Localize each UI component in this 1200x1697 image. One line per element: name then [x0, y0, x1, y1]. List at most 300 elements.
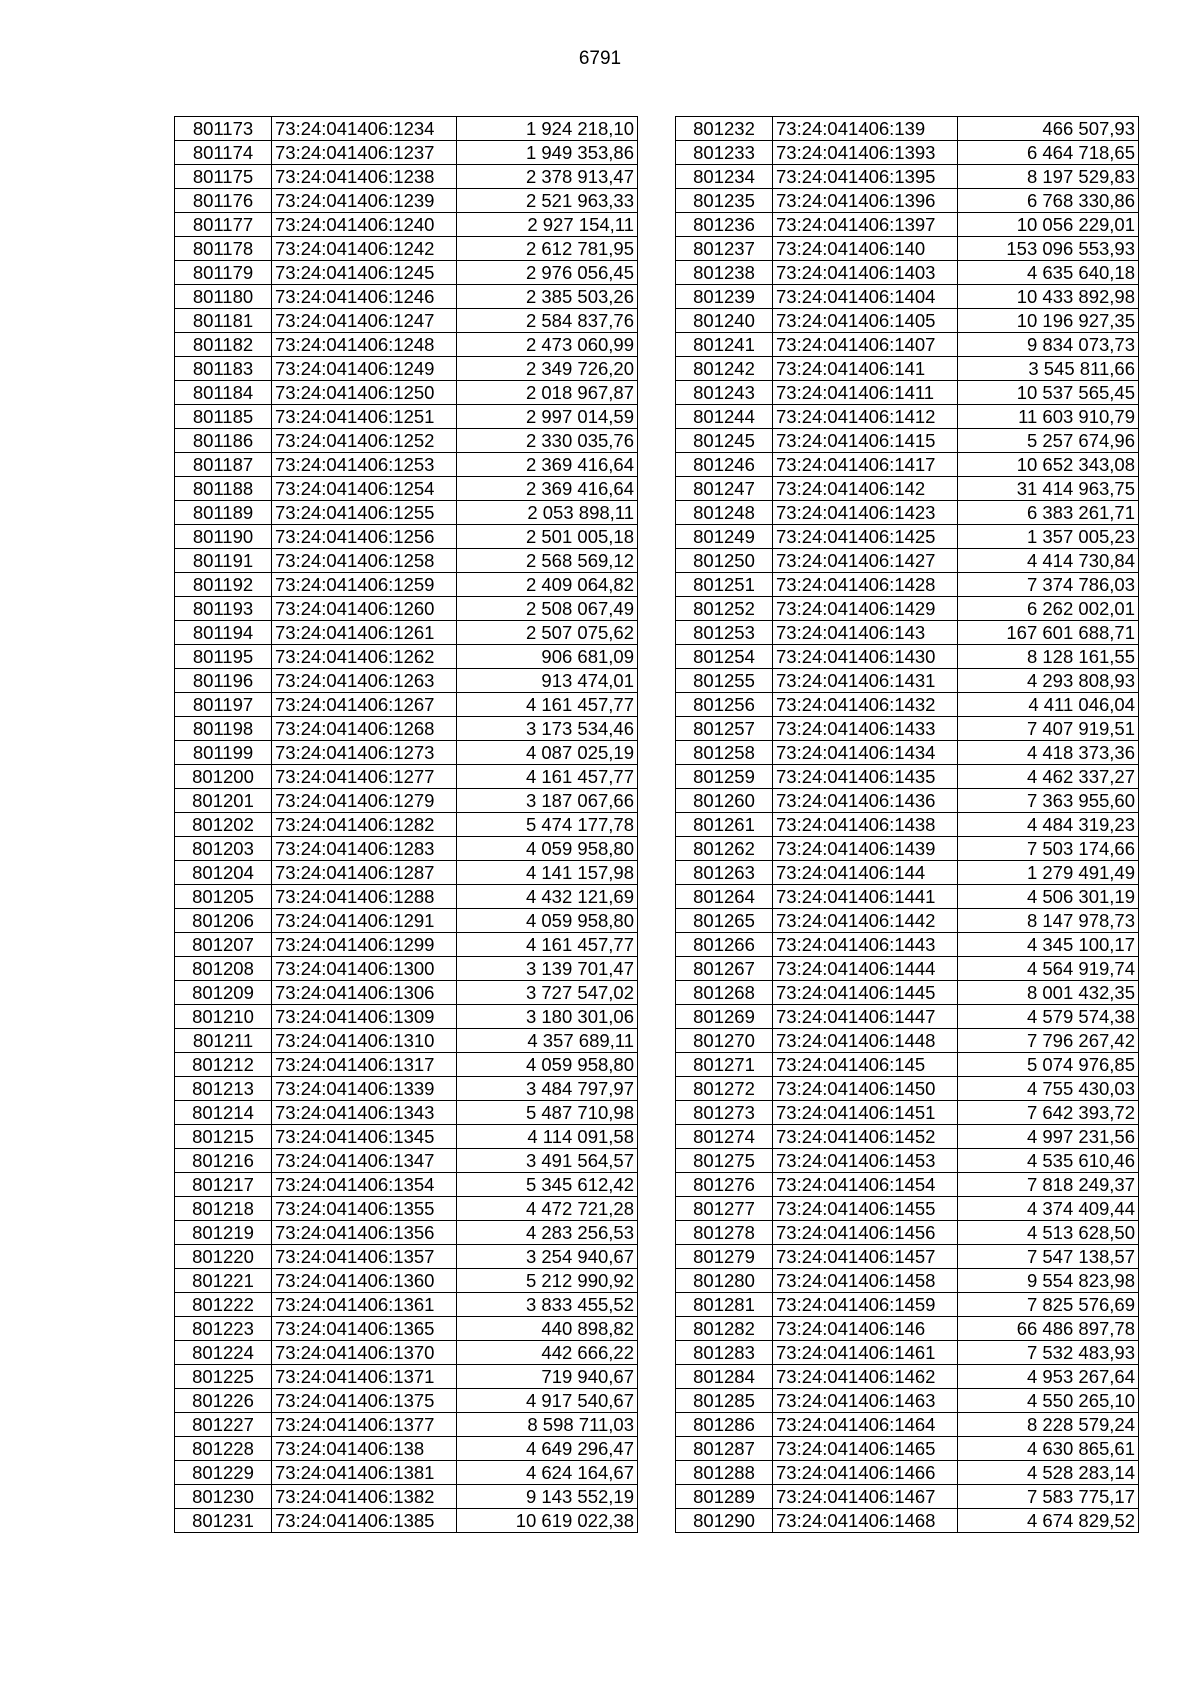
cadastral-number-cell: 73:24:041406:1237	[272, 141, 457, 165]
value-cell: 10 537 565,45	[958, 381, 1139, 405]
table-row	[175, 717, 638, 741]
table-row	[676, 261, 1139, 285]
value-cell: 440 898,82	[457, 1317, 638, 1341]
value-cell: 4 755 430,03	[958, 1077, 1139, 1101]
cadastral-number-cell: 73:24:041406:1432	[773, 693, 958, 717]
table-row	[175, 837, 638, 861]
row-number-cell: 801241	[676, 333, 773, 357]
table-row	[676, 669, 1139, 693]
value-cell: 2 927 154,11	[457, 213, 638, 237]
cadastral-number-cell: 73:24:041406:1445	[773, 981, 958, 1005]
table-row	[175, 1101, 638, 1125]
row-number-cell: 801173	[175, 117, 272, 141]
table-row	[676, 813, 1139, 837]
row-number-cell: 801271	[676, 1053, 773, 1077]
row-number-cell: 801227	[175, 1413, 272, 1437]
row-number-cell: 801237	[676, 237, 773, 261]
cadastral-number-cell: 73:24:041406:1259	[272, 573, 457, 597]
value-cell: 2 508 067,49	[457, 597, 638, 621]
row-number-cell: 801197	[175, 693, 272, 717]
value-cell: 2 507 075,62	[457, 621, 638, 645]
row-number-cell: 801214	[175, 1101, 272, 1125]
value-cell: 4 059 958,80	[457, 1053, 638, 1077]
table-row	[175, 1077, 638, 1101]
cadastral-number-cell: 73:24:041406:1397	[773, 213, 958, 237]
row-number-cell: 801252	[676, 597, 773, 621]
value-cell: 8 128 161,55	[958, 645, 1139, 669]
row-number-cell: 801223	[175, 1317, 272, 1341]
value-cell: 7 363 955,60	[958, 789, 1139, 813]
row-number-cell: 801246	[676, 453, 773, 477]
row-number-cell: 801226	[175, 1389, 272, 1413]
value-cell: 3 491 564,57	[457, 1149, 638, 1173]
table-row	[676, 1197, 1139, 1221]
cadastral-number-cell: 73:24:041406:1261	[272, 621, 457, 645]
row-number-cell: 801287	[676, 1437, 773, 1461]
cadastral-number-cell: 73:24:041406:1429	[773, 597, 958, 621]
value-cell: 7 503 174,66	[958, 837, 1139, 861]
row-number-cell: 801283	[676, 1341, 773, 1365]
table-row	[676, 501, 1139, 525]
value-cell: 4 550 265,10	[958, 1389, 1139, 1413]
cadastral-number-cell: 73:24:041406:1415	[773, 429, 958, 453]
row-number-cell: 801243	[676, 381, 773, 405]
value-cell: 2 018 967,87	[457, 381, 638, 405]
value-cell: 4 161 457,77	[457, 693, 638, 717]
table-row	[175, 597, 638, 621]
table-row	[175, 1149, 638, 1173]
cadastral-number-cell: 73:24:041406:1435	[773, 765, 958, 789]
table-row	[676, 957, 1139, 981]
table-row	[676, 933, 1139, 957]
cadastral-number-cell: 73:24:041406:1300	[272, 957, 457, 981]
cadastral-number-cell: 73:24:041406:1277	[272, 765, 457, 789]
cadastral-number-cell: 73:24:041406:1299	[272, 933, 457, 957]
value-cell: 4 161 457,77	[457, 765, 638, 789]
row-number-cell: 801278	[676, 1221, 773, 1245]
row-number-cell: 801256	[676, 693, 773, 717]
value-cell: 719 940,67	[457, 1365, 638, 1389]
cadastral-number-cell: 73:24:041406:1393	[773, 141, 958, 165]
row-number-cell: 801194	[175, 621, 272, 645]
row-number-cell: 801240	[676, 309, 773, 333]
row-number-cell: 801185	[175, 405, 272, 429]
table-row	[175, 381, 638, 405]
row-number-cell: 801265	[676, 909, 773, 933]
value-cell: 8 598 711,03	[457, 1413, 638, 1437]
value-cell: 4 293 808,93	[958, 669, 1139, 693]
table-row	[175, 501, 638, 525]
row-number-cell: 801268	[676, 981, 773, 1005]
row-number-cell: 801234	[676, 165, 773, 189]
cadastral-number-cell: 73:24:041406:1443	[773, 933, 958, 957]
value-cell: 31 414 963,75	[958, 477, 1139, 501]
table-row	[175, 1053, 638, 1077]
cadastral-number-cell: 73:24:041406:1365	[272, 1317, 457, 1341]
row-number-cell: 801249	[676, 525, 773, 549]
table-row	[676, 645, 1139, 669]
page-number: 6791	[578, 48, 622, 69]
value-cell: 2 568 569,12	[457, 549, 638, 573]
cadastral-number-cell: 73:24:041406:1371	[272, 1365, 457, 1389]
cadastral-number-cell: 73:24:041406:1382	[272, 1485, 457, 1509]
value-cell: 4 059 958,80	[457, 837, 638, 861]
row-number-cell: 801219	[175, 1221, 272, 1245]
table-row	[175, 693, 638, 717]
row-number-cell: 801230	[175, 1485, 272, 1509]
cadastral-number-cell: 73:24:041406:1459	[773, 1293, 958, 1317]
row-number-cell: 801288	[676, 1461, 773, 1485]
value-cell: 5 487 710,98	[457, 1101, 638, 1125]
value-cell: 4 345 100,17	[958, 933, 1139, 957]
table-row	[676, 1101, 1139, 1125]
value-cell: 9 554 823,98	[958, 1269, 1139, 1293]
row-number-cell: 801206	[175, 909, 272, 933]
cadastral-number-cell: 73:24:041406:1417	[773, 453, 958, 477]
cadastral-number-cell: 73:24:041406:1239	[272, 189, 457, 213]
row-number-cell: 801235	[676, 189, 773, 213]
row-number-cell: 801215	[175, 1125, 272, 1149]
cadastral-number-cell: 73:24:041406:1287	[272, 861, 457, 885]
row-number-cell: 801205	[175, 885, 272, 909]
value-cell: 5 074 976,85	[958, 1053, 1139, 1077]
cadastral-number-cell: 73:24:041406:1385	[272, 1509, 457, 1533]
table-row	[175, 1509, 638, 1533]
table-row	[676, 1509, 1139, 1533]
row-number-cell: 801264	[676, 885, 773, 909]
row-number-cell: 801232	[676, 117, 773, 141]
cadastral-number-cell: 73:24:041406:139	[773, 117, 958, 141]
row-number-cell: 801275	[676, 1149, 773, 1173]
table-row	[676, 1485, 1139, 1509]
row-number-cell: 801217	[175, 1173, 272, 1197]
row-number-cell: 801273	[676, 1101, 773, 1125]
value-cell: 4 411 046,04	[958, 693, 1139, 717]
row-number-cell: 801267	[676, 957, 773, 981]
value-cell: 3 254 940,67	[457, 1245, 638, 1269]
cadastral-number-cell: 73:24:041406:1375	[272, 1389, 457, 1413]
row-number-cell: 801280	[676, 1269, 773, 1293]
cadastral-number-cell: 73:24:041406:1434	[773, 741, 958, 765]
table-row	[676, 381, 1139, 405]
cadastral-number-cell: 73:24:041406:1234	[272, 117, 457, 141]
value-cell: 8 147 978,73	[958, 909, 1139, 933]
cadastral-number-cell: 73:24:041406:1441	[773, 885, 958, 909]
table-row	[175, 141, 638, 165]
value-cell: 1 924 218,10	[457, 117, 638, 141]
table-row	[175, 645, 638, 669]
cadastral-number-cell: 73:24:041406:138	[272, 1437, 457, 1461]
value-cell: 4 997 231,56	[958, 1125, 1139, 1149]
cadastral-number-cell: 73:24:041406:1262	[272, 645, 457, 669]
cadastral-number-cell: 73:24:041406:1425	[773, 525, 958, 549]
row-number-cell: 801282	[676, 1317, 773, 1341]
row-number-cell: 801209	[175, 981, 272, 1005]
cadastral-number-cell: 73:24:041406:1255	[272, 501, 457, 525]
cadastral-number-cell: 73:24:041406:1447	[773, 1005, 958, 1029]
table-row	[676, 693, 1139, 717]
cadastral-number-cell: 73:24:041406:1357	[272, 1245, 457, 1269]
value-cell: 4 141 157,98	[457, 861, 638, 885]
value-cell: 2 053 898,11	[457, 501, 638, 525]
table-row	[175, 1485, 638, 1509]
table-row	[175, 261, 638, 285]
cadastral-number-cell: 73:24:041406:1377	[272, 1413, 457, 1437]
value-cell: 3 139 701,47	[457, 957, 638, 981]
table-row	[175, 813, 638, 837]
table-row	[175, 237, 638, 261]
cadastral-number-cell: 73:24:041406:1343	[272, 1101, 457, 1125]
cadastral-number-cell: 73:24:041406:1345	[272, 1125, 457, 1149]
table-row	[175, 933, 638, 957]
value-cell: 2 612 781,95	[457, 237, 638, 261]
table-row	[676, 885, 1139, 909]
cadastral-number-cell: 73:24:041406:1310	[272, 1029, 457, 1053]
value-cell: 7 818 249,37	[958, 1173, 1139, 1197]
value-cell: 5 257 674,96	[958, 429, 1139, 453]
table-row	[676, 453, 1139, 477]
table-row	[175, 189, 638, 213]
cadastral-number-cell: 73:24:041406:1360	[272, 1269, 457, 1293]
table-row	[175, 669, 638, 693]
row-number-cell: 801281	[676, 1293, 773, 1317]
table-row	[676, 405, 1139, 429]
table-row	[676, 1029, 1139, 1053]
value-cell: 4 414 730,84	[958, 549, 1139, 573]
row-number-cell: 801191	[175, 549, 272, 573]
row-number-cell: 801236	[676, 213, 773, 237]
value-cell: 4 484 319,23	[958, 813, 1139, 837]
cadastral-number-cell: 73:24:041406:1238	[272, 165, 457, 189]
table-row	[175, 117, 638, 141]
row-number-cell: 801181	[175, 309, 272, 333]
table-row	[175, 957, 638, 981]
row-number-cell: 801270	[676, 1029, 773, 1053]
row-number-cell: 801260	[676, 789, 773, 813]
value-cell: 3 833 455,52	[457, 1293, 638, 1317]
row-number-cell: 801174	[175, 141, 272, 165]
cadastral-number-cell: 73:24:041406:1247	[272, 309, 457, 333]
cadastral-number-cell: 73:24:041406:1268	[272, 717, 457, 741]
table-row	[175, 1461, 638, 1485]
value-cell: 4 283 256,53	[457, 1221, 638, 1245]
table-row	[175, 861, 638, 885]
table-row	[676, 1413, 1139, 1437]
row-number-cell: 801233	[676, 141, 773, 165]
table-row	[676, 333, 1139, 357]
cadastral-number-cell: 73:24:041406:1442	[773, 909, 958, 933]
value-cell: 2 501 005,18	[457, 525, 638, 549]
row-number-cell: 801199	[175, 741, 272, 765]
row-number-cell: 801189	[175, 501, 272, 525]
cadastral-number-cell: 73:24:041406:1457	[773, 1245, 958, 1269]
cadastral-number-cell: 73:24:041406:1395	[773, 165, 958, 189]
cadastral-number-cell: 73:24:041406:1411	[773, 381, 958, 405]
cadastral-number-cell: 73:24:041406:1355	[272, 1197, 457, 1221]
table-row	[676, 1365, 1139, 1389]
table-row	[676, 1437, 1139, 1461]
row-number-cell: 801213	[175, 1077, 272, 1101]
table-row	[175, 477, 638, 501]
value-cell: 66 486 897,78	[958, 1317, 1139, 1341]
cadastral-number-cell: 73:24:041406:1250	[272, 381, 457, 405]
cadastral-number-cell: 73:24:041406:1453	[773, 1149, 958, 1173]
table-row	[175, 1173, 638, 1197]
cadastral-number-cell: 73:24:041406:1404	[773, 285, 958, 309]
value-cell: 3 727 547,02	[457, 981, 638, 1005]
row-number-cell: 801184	[175, 381, 272, 405]
row-number-cell: 801177	[175, 213, 272, 237]
value-cell: 7 547 138,57	[958, 1245, 1139, 1269]
value-cell: 1 357 005,23	[958, 525, 1139, 549]
value-cell: 7 532 483,93	[958, 1341, 1139, 1365]
table-row	[676, 1173, 1139, 1197]
value-cell: 10 433 892,98	[958, 285, 1139, 309]
row-number-cell: 801286	[676, 1413, 773, 1437]
table-row	[676, 309, 1139, 333]
value-cell: 4 472 721,28	[457, 1197, 638, 1221]
row-number-cell: 801180	[175, 285, 272, 309]
value-cell: 2 349 726,20	[457, 357, 638, 381]
cadastral-number-cell: 73:24:041406:1456	[773, 1221, 958, 1245]
row-number-cell: 801262	[676, 837, 773, 861]
value-cell: 2 409 064,82	[457, 573, 638, 597]
row-number-cell: 801178	[175, 237, 272, 261]
value-cell: 5 212 990,92	[457, 1269, 638, 1293]
cadastral-number-cell: 73:24:041406:1466	[773, 1461, 958, 1485]
value-cell: 2 385 503,26	[457, 285, 638, 309]
cadastral-number-cell: 73:24:041406:1288	[272, 885, 457, 909]
row-number-cell: 801196	[175, 669, 272, 693]
cadastral-number-cell: 73:24:041406:1246	[272, 285, 457, 309]
value-cell: 4 059 958,80	[457, 909, 638, 933]
value-cell: 4 528 283,14	[958, 1461, 1139, 1485]
cadastral-number-cell: 73:24:041406:1249	[272, 357, 457, 381]
table-row	[676, 909, 1139, 933]
cadastral-number-cell: 73:24:041406:1461	[773, 1341, 958, 1365]
table-row	[175, 741, 638, 765]
table-row	[175, 525, 638, 549]
cadastral-number-cell: 73:24:041406:1256	[272, 525, 457, 549]
value-cell: 6 768 330,86	[958, 189, 1139, 213]
cadastral-number-cell: 73:24:041406:1452	[773, 1125, 958, 1149]
value-cell: 4 953 267,64	[958, 1365, 1139, 1389]
cadastral-number-cell: 73:24:041406:1427	[773, 549, 958, 573]
table-row	[175, 1245, 638, 1269]
value-cell: 4 635 640,18	[958, 261, 1139, 285]
table-row	[175, 285, 638, 309]
row-number-cell: 801285	[676, 1389, 773, 1413]
value-cell: 2 369 416,64	[457, 453, 638, 477]
row-number-cell: 801276	[676, 1173, 773, 1197]
table-row	[676, 429, 1139, 453]
row-number-cell: 801238	[676, 261, 773, 285]
table-row	[676, 1341, 1139, 1365]
row-number-cell: 801224	[175, 1341, 272, 1365]
cadastral-number-cell: 73:24:041406:1291	[272, 909, 457, 933]
cadastral-number-cell: 73:24:041406:1317	[272, 1053, 457, 1077]
value-cell: 9 834 073,73	[958, 333, 1139, 357]
cadastral-number-cell: 73:24:041406:1455	[773, 1197, 958, 1221]
row-number-cell: 801269	[676, 1005, 773, 1029]
table-row	[676, 861, 1139, 885]
table-row	[676, 525, 1139, 549]
value-cell: 3 545 811,66	[958, 357, 1139, 381]
cadastral-number-cell: 73:24:041406:1306	[272, 981, 457, 1005]
row-number-cell: 801229	[175, 1461, 272, 1485]
table-row	[175, 357, 638, 381]
table-row	[676, 573, 1139, 597]
cadastral-number-cell: 73:24:041406:1463	[773, 1389, 958, 1413]
value-cell: 2 473 060,99	[457, 333, 638, 357]
cadastral-number-cell: 73:24:041406:1423	[773, 501, 958, 525]
row-number-cell: 801188	[175, 477, 272, 501]
table-row	[175, 1029, 638, 1053]
value-cell: 3 484 797,97	[457, 1077, 638, 1101]
table-row	[175, 429, 638, 453]
cadastral-number-cell: 73:24:041406:1251	[272, 405, 457, 429]
table-row	[676, 165, 1139, 189]
value-cell: 2 584 837,76	[457, 309, 638, 333]
cadastral-number-cell: 73:24:041406:1309	[272, 1005, 457, 1029]
cadastral-number-cell: 73:24:041406:1282	[272, 813, 457, 837]
row-number-cell: 801290	[676, 1509, 773, 1533]
cadastral-number-cell: 73:24:041406:1405	[773, 309, 958, 333]
row-number-cell: 801272	[676, 1077, 773, 1101]
value-cell: 1 279 491,49	[958, 861, 1139, 885]
value-cell: 4 624 164,67	[457, 1461, 638, 1485]
row-number-cell: 801245	[676, 429, 773, 453]
table-row	[175, 1125, 638, 1149]
value-cell: 3 180 301,06	[457, 1005, 638, 1029]
value-cell: 6 464 718,65	[958, 141, 1139, 165]
row-number-cell: 801190	[175, 525, 272, 549]
value-cell: 4 418 373,36	[958, 741, 1139, 765]
table-row	[175, 1221, 638, 1245]
value-cell: 8 001 432,35	[958, 981, 1139, 1005]
table-row	[676, 117, 1139, 141]
table-row	[175, 1293, 638, 1317]
row-number-cell: 801208	[175, 957, 272, 981]
row-number-cell: 801186	[175, 429, 272, 453]
cadastral-number-cell: 73:24:041406:1430	[773, 645, 958, 669]
value-cell: 2 378 913,47	[457, 165, 638, 189]
row-number-cell: 801204	[175, 861, 272, 885]
table-row	[676, 789, 1139, 813]
cadastral-number-cell: 73:24:041406:1433	[773, 717, 958, 741]
table-row	[676, 1317, 1139, 1341]
value-cell: 10 196 927,35	[958, 309, 1139, 333]
row-number-cell: 801207	[175, 933, 272, 957]
row-number-cell: 801248	[676, 501, 773, 525]
value-cell: 3 187 067,66	[457, 789, 638, 813]
cadastral-number-cell: 73:24:041406:1361	[272, 1293, 457, 1317]
value-cell: 2 521 963,33	[457, 189, 638, 213]
cadastral-number-cell: 73:24:041406:1381	[272, 1461, 457, 1485]
table-row	[175, 1341, 638, 1365]
row-number-cell: 801198	[175, 717, 272, 741]
value-cell: 7 825 576,69	[958, 1293, 1139, 1317]
row-number-cell: 801239	[676, 285, 773, 309]
cadastral-number-cell: 73:24:041406:1431	[773, 669, 958, 693]
table-row	[676, 765, 1139, 789]
value-cell: 442 666,22	[457, 1341, 638, 1365]
table-row	[676, 717, 1139, 741]
table-row	[676, 213, 1139, 237]
value-cell: 4 630 865,61	[958, 1437, 1139, 1461]
table-row	[175, 1197, 638, 1221]
cadastral-number-cell: 73:24:041406:1454	[773, 1173, 958, 1197]
